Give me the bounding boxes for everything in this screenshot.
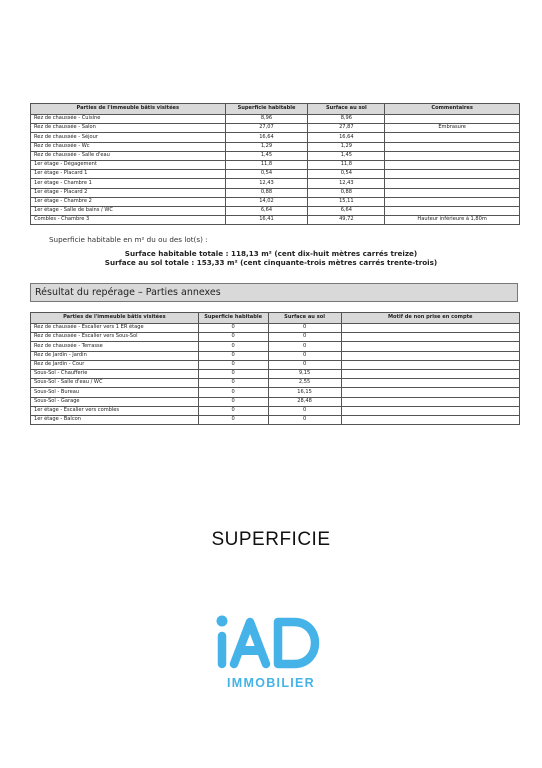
room-name-cell: Rez de Jardin - Jardin: [31, 351, 199, 360]
surface-cell: 0: [268, 406, 341, 415]
comment-cell: [385, 115, 520, 124]
table-row: [31, 388, 520, 397]
comment-cell: [385, 151, 520, 160]
surface-cell: 49,72: [308, 216, 385, 225]
table-row: [31, 333, 520, 342]
annex-section-title: Résultat du repérage – Parties annexes: [30, 283, 518, 302]
table-row: [31, 151, 520, 160]
comment-cell: Embrasure: [385, 124, 520, 133]
room-name-cell: Combles - Chambre 3: [31, 216, 226, 225]
room-name-cell: Sous-Sol - Salle d'eau / WC: [31, 379, 199, 388]
surface-cell: 0: [198, 397, 268, 406]
surface-cell: 2,55: [268, 379, 341, 388]
column-header: Motif de non prise en compte: [341, 313, 520, 324]
room-name-cell: Sous-Sol - Chaufferie: [31, 369, 199, 378]
surface-cell: 0: [268, 415, 341, 424]
total-floor-surface: Surface au sol totale : 153,33 m² (cent cinquante-trois mètres carrés trente-trois): [104, 258, 438, 267]
surface-cell: 0,54: [225, 170, 308, 179]
table-row: [31, 360, 520, 369]
table-row: [31, 351, 520, 360]
surface-cell: 0: [198, 388, 268, 397]
surface-intro-text: Superficie habitable en m² du ou des lot(s) :: [49, 235, 208, 244]
table-row: [31, 415, 520, 424]
surface-cell: 6,64: [225, 206, 308, 215]
comment-cell: [385, 160, 520, 169]
table-row: [31, 170, 520, 179]
comment-cell: [341, 379, 520, 388]
room-name-cell: Rez de chaussée - Escalier vers 1 ER étage: [31, 324, 199, 333]
surface-cell: 1,29: [308, 142, 385, 151]
surface-cell: 0: [198, 342, 268, 351]
room-name-cell: 1er étage - Salle de bains / WC: [31, 206, 226, 215]
comment-cell: [385, 133, 520, 142]
comment-cell: [341, 388, 520, 397]
surface-cell: 1,45: [308, 151, 385, 160]
surface-cell: 12,43: [225, 179, 308, 188]
column-header: Parties de l'immeuble bâtis visitées: [31, 104, 226, 115]
comment-cell: [385, 170, 520, 179]
surface-cell: 16,15: [268, 388, 341, 397]
room-name-cell: Rez de chaussée - Cuisine: [31, 115, 226, 124]
room-name-cell: Rez de Jardin - Cour: [31, 360, 199, 369]
table-row: [31, 142, 520, 151]
comment-cell: [341, 351, 520, 360]
room-name-cell: Rez de chaussée - Salle d'eau: [31, 151, 226, 160]
surface-cell: 0,88: [225, 188, 308, 197]
table-row: [31, 216, 520, 225]
column-header: Superficie habitable: [198, 313, 268, 324]
surface-cell: 0: [268, 351, 341, 360]
comment-cell: [385, 188, 520, 197]
surface-cell: 0: [268, 360, 341, 369]
surface-cell: 0,54: [308, 170, 385, 179]
room-name-cell: Rez de chaussée - Terrasse: [31, 342, 199, 351]
table-row: [31, 115, 520, 124]
table-row: [31, 369, 520, 378]
page-caption: SUPERFICIE: [211, 529, 331, 550]
room-name-cell: 1er étage - Dégagement: [31, 160, 226, 169]
table-row: [31, 160, 520, 169]
room-name-cell: 1er étage - Chambre 2: [31, 197, 226, 206]
room-name-cell: 1er étage - Escalier vers combles: [31, 406, 199, 415]
column-header: Superficie habitable: [225, 104, 308, 115]
table-row: [31, 206, 520, 215]
total-habitable-surface: Surface habitable totale : 118,13 m² (cent dix-huit mètres carrés treize): [124, 249, 418, 258]
table-row: [31, 179, 520, 188]
room-name-cell: 1er étage - Placard 2: [31, 188, 226, 197]
surface-cell: 1,29: [225, 142, 308, 151]
table-row: [31, 124, 520, 133]
comment-cell: [341, 360, 520, 369]
table-row: [31, 188, 520, 197]
surface-cell: 14,02: [225, 197, 308, 206]
comment-cell: [341, 369, 520, 378]
annex-surface-table: [30, 312, 520, 425]
surface-cell: 16,64: [225, 133, 308, 142]
surface-cell: 15,11: [308, 197, 385, 206]
surface-cell: 27,07: [225, 124, 308, 133]
surface-cell: 0: [198, 369, 268, 378]
room-name-cell: 1er étage - Placard 1: [31, 170, 226, 179]
comment-cell: [341, 397, 520, 406]
surface-cell: 0: [198, 360, 268, 369]
table-row: [31, 342, 520, 351]
surface-cell: 8,96: [225, 115, 308, 124]
column-header: Surface au sol: [308, 104, 385, 115]
column-header: Commentaires: [385, 104, 520, 115]
table-header-row: [31, 104, 520, 115]
surface-cell: 0: [198, 415, 268, 424]
room-name-cell: Rez de chaussée - Escalier vers Sous-Sol: [31, 333, 199, 342]
room-name-cell: Rez de chaussée - Wc: [31, 142, 226, 151]
comment-cell: [385, 197, 520, 206]
comment-cell: [341, 342, 520, 351]
surface-cell: 6,64: [308, 206, 385, 215]
surface-cell: 0: [198, 379, 268, 388]
table-row: [31, 379, 520, 388]
table-row: [31, 197, 520, 206]
table-row: [31, 406, 520, 415]
comment-cell: [341, 415, 520, 424]
surface-cell: 9,15: [268, 369, 341, 378]
surface-cell: 8,96: [308, 115, 385, 124]
logo-subtitle: IMMOBILIER: [227, 676, 315, 690]
surface-cell: 11,8: [308, 160, 385, 169]
comment-cell: [341, 406, 520, 415]
surface-cell: 0: [268, 342, 341, 351]
surface-cell: 28,48: [268, 397, 341, 406]
surface-cell: 16,64: [308, 133, 385, 142]
table-row: [31, 133, 520, 142]
room-name-cell: Sous-Sol - Garage: [31, 397, 199, 406]
comment-cell: [385, 206, 520, 215]
column-header: Surface au sol: [268, 313, 341, 324]
room-name-cell: Rez de chaussée - Salon: [31, 124, 226, 133]
surface-cell: 27,87: [308, 124, 385, 133]
comment-cell: [385, 142, 520, 151]
comment-cell: [341, 324, 520, 333]
room-name-cell: 1er étage - Chambre 1: [31, 179, 226, 188]
comment-cell: [385, 179, 520, 188]
comment-cell: [341, 333, 520, 342]
comment-cell: Hauteur inférieure à 1,80m: [385, 216, 520, 225]
iad-logo-icon: [214, 612, 328, 672]
room-name-cell: Rez de chaussée - Séjour: [31, 133, 226, 142]
column-header: Parties de l'immeuble bâtis visitées: [31, 313, 199, 324]
surface-cell: 11,8: [225, 160, 308, 169]
surface-cell: 12,43: [308, 179, 385, 188]
room-name-cell: Sous-Sol - Bureau: [31, 388, 199, 397]
main-surface-table: [30, 103, 520, 225]
surface-cell: 16,41: [225, 216, 308, 225]
surface-cell: 0: [198, 324, 268, 333]
surface-cell: 0: [198, 406, 268, 415]
surface-cell: 1,45: [225, 151, 308, 160]
table-row: [31, 397, 520, 406]
surface-cell: 0: [268, 333, 341, 342]
surface-cell: 0: [268, 324, 341, 333]
surface-cell: 0: [198, 351, 268, 360]
table-header-row: [31, 313, 520, 324]
surface-cell: 0: [198, 333, 268, 342]
table-row: [31, 324, 520, 333]
surface-cell: 0,88: [308, 188, 385, 197]
room-name-cell: 1er étage - Balcon: [31, 415, 199, 424]
